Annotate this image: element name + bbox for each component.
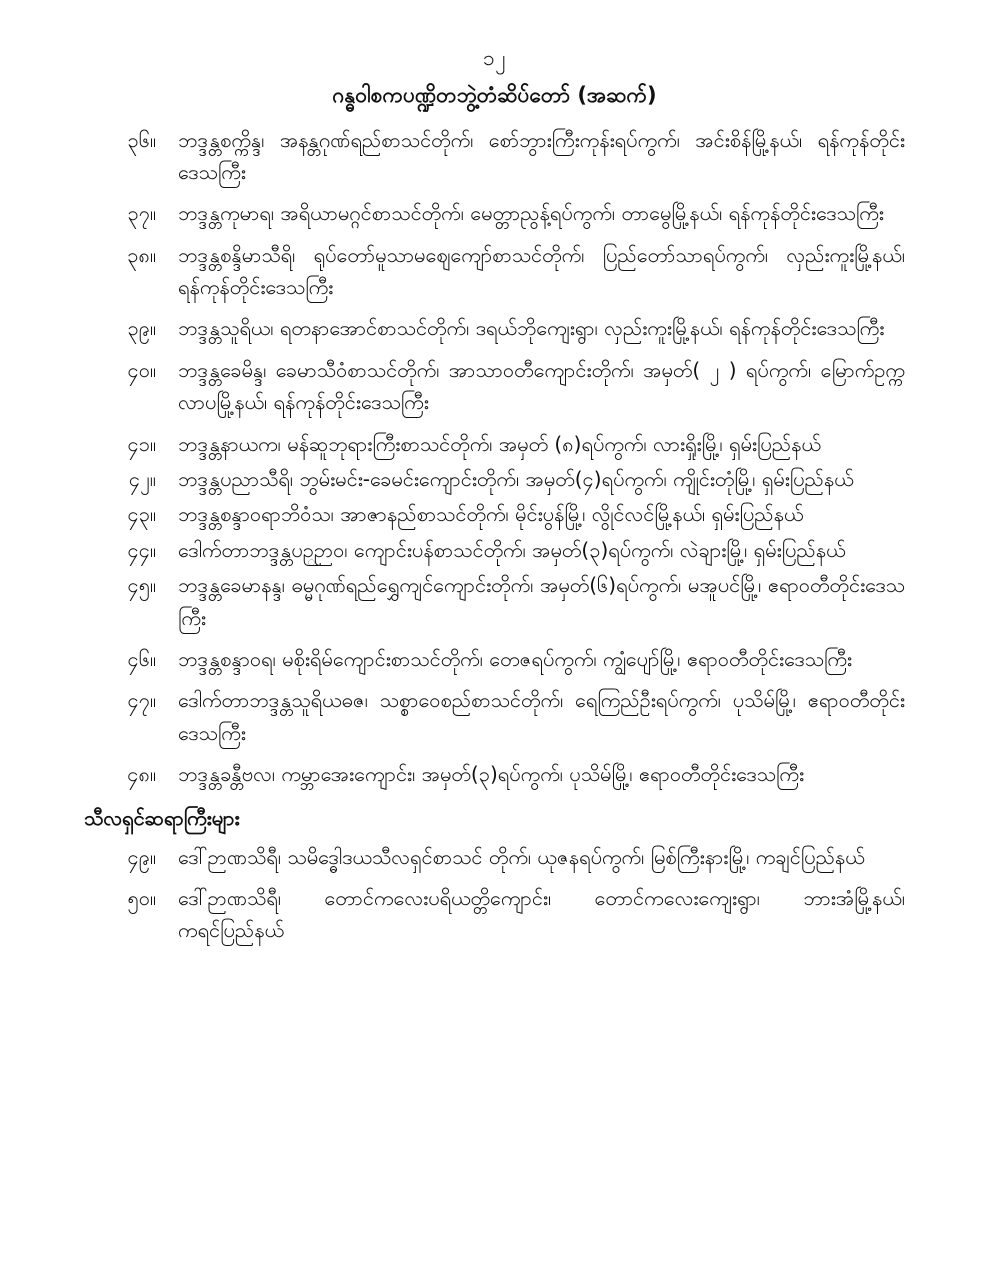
list-item [84, 882, 905, 947]
entry-text: ဒေါ်ဉာဏသိရီ၊ သမိဒ္ဓေါဒယသီလရှင်စာသင် တိုက်၊ ယုဇနရပ်ကွက်၊ မြစ်ကြီးနား‌မြို့၊ ကချင်ပြည်နယ် [178, 844, 865, 869]
list-item [84, 312, 905, 344]
entry-text: ဘဒ္ဒန္တခေမာနန္ဒ၊ ဓမ္မဂုဏ်ရည်ရွှေကျင်ကျောင်းတိုက်၊ အမှတ်(၆)ရပ်ကွက်၊ မအူပင်မြို့၊ ဧရာဝတီတိုင်းဒေသကြီး [178, 573, 905, 630]
entry-number: ၃၉။ [127, 316, 156, 341]
entry-text: ဘဒ္ဒန္တပညာသီရိ၊ ဘွမ်းမင်း-ခေမင်းကျောင်းတိုက်၊ အမှတ်(၄)ရပ်ကွက်၊ ကျိုင်းတုံမြို့၊ ရှမ်းပြည်နယ် [178, 467, 854, 492]
entry-number: ၄၄။ [127, 537, 156, 562]
entry-number: ၃၈။ [127, 242, 156, 267]
entry-number: ၄၀။ [127, 357, 156, 382]
section-heading: သီလရှင်ဆရာကြီးများ [84, 805, 240, 830]
entry-number: ၄၆။ [127, 647, 156, 671]
list-item [84, 643, 905, 675]
list-item [84, 239, 905, 304]
entry-text: ဘဒ္ဒန္တခန္တီဗလ၊ ကမ္ဘာအေးကျောင်း၊ အမှတ်(၃)ရပ်ကွက်၊ ပုသိမ်မြို့၊ ဧရာဝတီတိုင်းဒေသကြီး [178, 762, 805, 787]
entry-list [84, 124, 905, 791]
entry-number: ၄၇။ [127, 688, 156, 713]
list-item [84, 124, 905, 189]
entry-number: ၄၈။ [127, 762, 156, 787]
list-item [84, 841, 905, 873]
page-number: ၁၂ [482, 46, 507, 70]
entry-text: ဘဒ္ဒန္တကုမာရ၊ အရိယာမဂ္ဂင်စာသင်တိုက်၊ မေတ္တာညွန့်ရပ်ကွက်၊ တာမွေမြို့နယ်၊ ရန်ကုန်တိုင်းဒေသကြီး [178, 201, 884, 226]
entry-number: ၃၇။ [127, 201, 156, 226]
entry-text: ဘဒ္ဒန္တစန္ဒာဝရာဘိဝံသ၊ အာဇာနည်စာသင်တိုက်၊ မိုင်းပွန်မြို့၊ လွိုင်လင်မြို့နယ်၊ ရှမ်းပြည်နယ် [178, 502, 804, 527]
entry-text: ဘဒ္ဒန္တစန္ဒိမာသီရိ၊ ရုပ်တော်မူသာမဈေ‌ကျော်စာသင်တိုက်၊ ပြည်တော်သာရပ်ကွက်၊ လှည်းကူးမြို့နယ်၊ ရန်ကုန်တိုင်းဒေသကြီး [178, 242, 905, 300]
list-item [84, 354, 905, 419]
list-item [84, 463, 905, 495]
entry-text: ဒေါ်ဉာဏသိရီ၊ တောင်ကလေးပရိယတ္တိကျောင်း၊ တောင်ကလေးကျေးရွာ၊ ဘားအံမြို့နယ်၊ ကရင်ပြည်နယ် [178, 885, 905, 943]
entry-number: ၄၂။ [128, 467, 156, 492]
entry-text: ဘဒ္ဒန္တစန္ဒာဝရ၊ မစိုးရိမ်ကျောင်းစာသင်တိုက်၊ တေဇရပ်ကွက်၊ ကျွံပျော်မြို့၊ ဧရာဝတီတိုင်းဒေသကြီး [178, 647, 852, 671]
list-item [84, 758, 905, 790]
entry-text: ဘဒ္ဒန္တခေမိန္ဒ၊ ခေမာသီဝံစာသင်တိုက်၊ အာသာဝတီကျောင်းတိုက်၊ အမှတ်( ၂ ) ရပ်ကွက်၊ မြောက်ဥက္ကလာပမြို့နယ်၊ ရန်ကုန်တိုင်းဒေသကြီး [178, 357, 905, 415]
entry-number: ၄၃။ [127, 502, 156, 527]
entry-number: ၄၅။ [127, 573, 156, 598]
entry-number: ၅၀။ [127, 885, 156, 910]
list-item [84, 684, 905, 749]
entry-number: ၄၉။ [127, 844, 156, 869]
list-item [84, 569, 905, 634]
entry-number: ၄၁။ [127, 431, 156, 456]
list-item [84, 428, 905, 460]
entry-text: ဘဒ္ဒန္တနာယက၊ မန်ဆူဘုရားကြီးစာသင်တိုက်၊ အမှတ် (၈)ရပ်ကွက်၊ လားရှိုးမြို့၊ ရှမ်းပြည်နယ် [178, 431, 821, 456]
entry-list-secondary [84, 841, 905, 947]
list-item [84, 197, 905, 229]
entry-text: ဒေါက်တာဘဒ္ဒန္တပဉ္ဉာဝ၊ ကျောင်းပန်စာသင်တိုက်၊ အမှတ်(၃)ရပ်ကွက်၊ လဲချားမြို့၊ ရှမ်းပြည်နယ် [178, 537, 846, 562]
list-item [84, 534, 905, 566]
page-title: ဂန္ဓဝါစကပဏ္ဍိတဘွဲ့တံဆိပ်တော် (အဆက်) [332, 83, 657, 108]
list-item [84, 498, 905, 530]
entry-number: ၃၆။ [127, 127, 156, 152]
entry-text: ဒေါက်တာဘဒ္ဒန္တသူရိယဓဇ၊ သစ္စာဝေစည်စာသင်တိုက်၊ ရေကြည်ဦးရပ်ကွက်၊ ပုသိမ်မြို့၊ ဧရာဝတီတိုင်းဒေသကြီး [178, 688, 905, 745]
entry-text: ဘဒ္ဒန္တသူရိယ၊ ရတနာအောင်စာသင်တိုက်၊ ဒရယ်ဘိုကျေးရွာ၊ လှည်းကူးမြို့နယ်၊ ရန်ကုန်တိုင်းဒေသကြီး [178, 316, 885, 341]
entry-text: ဘဒ္ဒန္တစက္ကိန္ဒ၊ အနန္တဂုဏ်ရည်စာသင်တိုက်၊ စော်ဘွားကြီးကုန်းရပ်ကွက်၊ အင်းစိန်မြို့နယ်၊ ရန်ကုန်တိုင်းဒေသကြီး [178, 127, 905, 184]
